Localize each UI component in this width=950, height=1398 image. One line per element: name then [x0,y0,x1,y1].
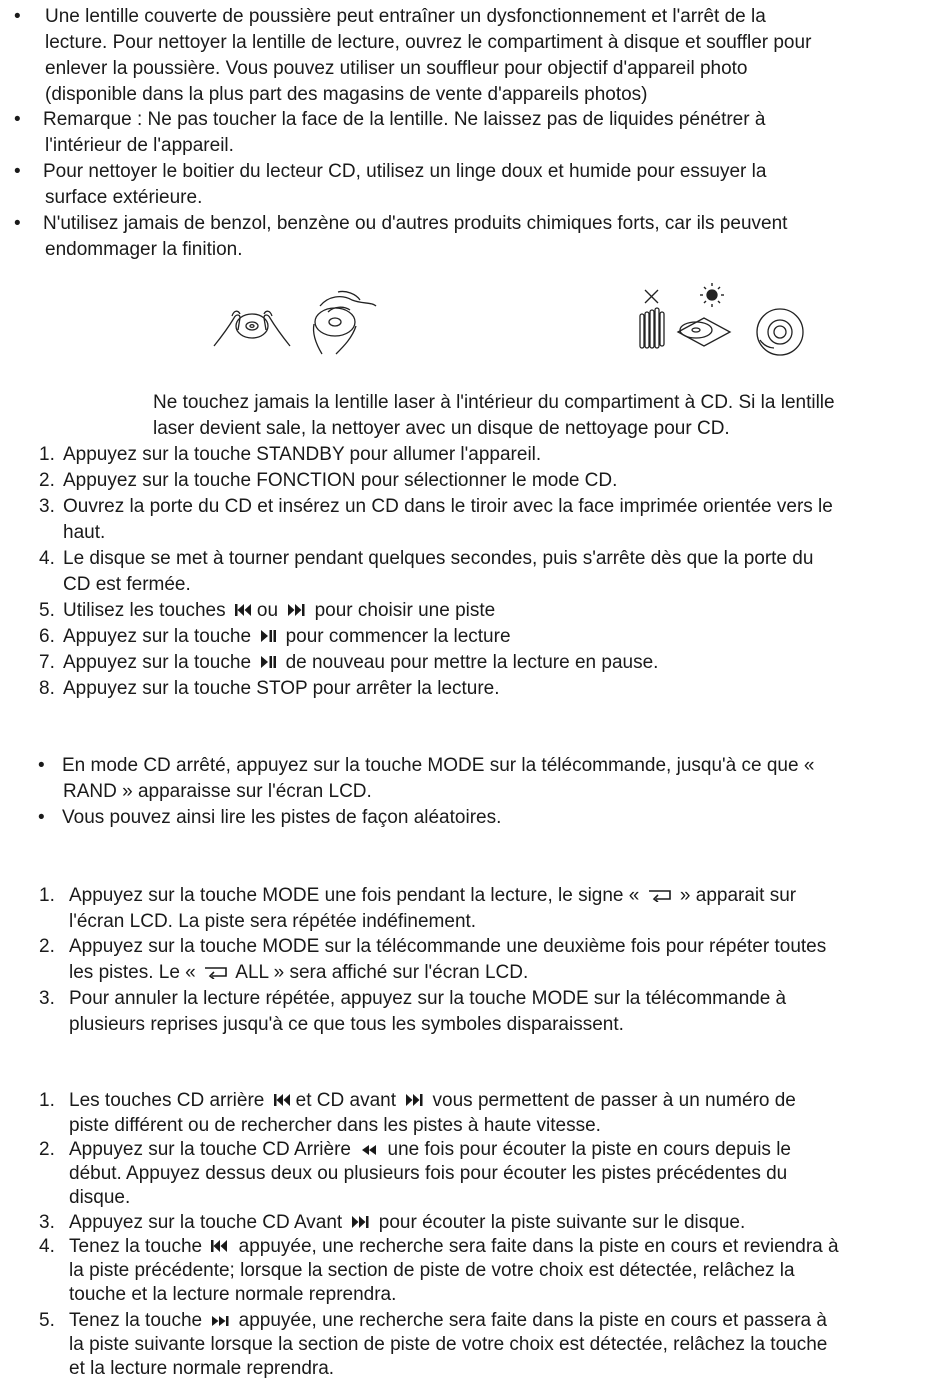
next-track-icon [350,1215,370,1229]
skip-step-5-line-3: et la lecture normale reprendra. [69,1358,335,1379]
skip-step-4-text-b: appuyée, une recherche sera faite dans la piste en cours et reviendra à [238,1236,839,1257]
repeat-step-2-line-2 [69,960,528,986]
random-bullet-1-line-1: En mode CD arrêté, appuyez sur la touche MODE sur la télécommande, jusqu'à ce que « [62,755,815,776]
repeat-icon [204,965,228,979]
play-step-6 [63,624,511,650]
skip-step-2-line-2: début. Appuyez dessus deux ou plusieurs fois pour écouter les pistes précédentes du [69,1163,788,1184]
play-step-1: Appuyez sur la touche STANDBY pour allumer l'appareil. [63,444,542,465]
step-number: 5. [39,600,55,621]
skip-step-4-line-1 [69,1234,839,1260]
play-step-2: Appuyez sur la touche FONCTION pour sélectionner le mode CD. [63,470,618,491]
play-step-4-line-1: Le disque se met à tourner pendant quelques secondes, puis s'arrête dès que la porte du [63,548,814,569]
prev-track-icon [273,1093,293,1107]
repeat-step-1-text-a: Appuyez sur la touche MODE une fois pendant la lecture, le signe « [69,885,640,906]
care-bullet-1-line-3: enlever la poussière. Vous pouvez utiliser un souffleur pour objectif d'appareil photo [45,58,748,79]
play-step-3-line-1: Ouvrez la porte du CD et insérez un CD dans le tiroir avec la face imprimée orientée vers le [63,496,833,517]
bullet-dot: • [14,6,21,27]
skip-step-1-line-2: piste différent ou de rechercher dans les pistes à haute vitesse. [69,1115,601,1136]
step-number: 1. [39,1090,55,1111]
skip-step-2-line-1 [69,1137,791,1163]
next-track-icon [286,603,306,617]
step-number: 6. [39,626,55,647]
skip-step-1-text-a: Les touches CD arrière [69,1090,265,1111]
prev-track-icon [234,603,254,617]
bullet-dot: • [38,807,45,828]
skip-step-1-text-b: et CD avant [295,1090,396,1111]
step-number: 2. [39,1139,55,1160]
random-bullet-2-line-1: Vous pouvez ainsi lire les pistes de façon aléatoires. [62,807,502,828]
repeat-step-1-line-1 [69,883,796,909]
skip-step-3-text-a: Appuyez sur la touche CD Avant [69,1212,343,1233]
play-step-7-text-b: de nouveau pour mettre la lecture en pause. [285,652,659,673]
repeat-step-2-text-b: ALL » sera affiché sur l'écran LCD. [235,962,529,983]
care-bullet-1-line-2: lecture. Pour nettoyer la lentille de lecture, ouvrez le compartiment à disque et souffler pour [45,32,812,53]
play-step-6-text-a: Appuyez sur la touche [63,626,252,647]
step-number: 4. [39,548,55,569]
step-number: 1. [39,444,55,465]
skip-step-2-text-a: Appuyez sur la touche CD Arrière [69,1139,351,1160]
skip-step-2-text-b: une fois pour écouter la piste en cours depuis le [387,1139,792,1160]
step-number: 2. [39,470,55,491]
repeat-step-2-line-1: Appuyez sur la touche MODE sur la télécommande une deuxième fois pour répéter toutes [69,936,827,957]
repeat-step-3-line-1: Pour annuler la lecture répétée, appuyez sur la touche MODE sur la télécommande à [69,988,787,1009]
skip-step-4-line-3: touche et la lecture normale reprendra. [69,1284,397,1305]
play-step-8: Appuyez sur la touche STOP pour arrêter la lecture. [63,678,500,699]
play-step-7 [63,650,658,676]
skip-step-5-text-b: appuyée, une recherche sera faite dans la piste en cours et passera à [238,1310,827,1331]
bullet-dot: • [14,213,21,234]
repeat-icon [648,888,672,902]
random-bullet-1-line-2: RAND » apparaisse sur l'écran LCD. [63,781,372,802]
step-number: 4. [39,1236,55,1257]
step-number: 7. [39,652,55,673]
prev-track-icon [210,1239,230,1253]
step-number: 3. [39,1212,55,1233]
play-step-4-line-2: CD est fermée. [63,574,191,595]
skip-step-5-text-a: Tenez la touche [69,1310,203,1331]
disc-handling-illustration [210,288,380,358]
rewind-icon [359,1144,379,1156]
repeat-step-1-line-2: l'écran LCD. La piste sera répétée indéfinement. [69,911,477,932]
next-track-icon [210,1315,230,1327]
step-number: 2. [39,936,55,957]
play-pause-icon [259,655,277,669]
care-bullet-3-line-2: surface extérieure. [45,187,203,208]
step-number: 3. [39,496,55,517]
repeat-step-3-line-2: plusieurs reprises jusqu'à ce que tous les symboles disparaissent. [69,1014,624,1035]
laser-note-line-1: Ne touchez jamais la lentille laser à l'intérieur du compartiment à CD. Si la lentille [153,392,835,413]
bullet-dot: • [14,161,21,182]
play-pause-icon [259,629,277,643]
step-number: 5. [39,1310,55,1331]
skip-step-3-text-b: pour écouter la piste suivante sur le disque. [378,1212,746,1233]
play-step-5 [63,598,495,624]
step-number: 1. [39,885,55,906]
skip-step-4-line-2: la piste précédente; lorsque la section de piste de votre choix est détectée, relâchez la [69,1260,795,1281]
skip-step-2-line-3: disque. [69,1187,131,1208]
skip-step-1-text-c: vous permettent de passer à un numéro de [432,1090,796,1111]
play-step-6-text-b: pour commencer la lecture [285,626,511,647]
disc-storage-illustration [632,282,812,356]
care-bullet-2-line-2: l'intérieur de l'appareil. [45,135,234,156]
skip-step-5-line-1 [69,1308,827,1334]
play-step-5-text-a: Utilisez les touches [63,600,226,621]
bullet-dot: • [38,755,45,776]
care-bullet-1-line-4: (disponible dans la plus part des magasins de vente d'appareils photos) [45,84,648,105]
care-bullet-3-line-1: Pour nettoyer le boitier du lecteur CD, utilisez un linge doux et humide pour essuyer la [43,161,767,182]
repeat-step-2-text-a: les pistes. Le « [69,962,196,983]
play-step-5-text-c: pour choisir une piste [314,600,496,621]
play-step-5-text-b: ou [256,600,279,621]
laser-note-line-2: laser devient sale, la nettoyer avec un disque de nettoyage pour CD. [153,418,730,439]
skip-step-5-line-2: la piste suivante lorsque la section de piste de votre choix est détectée, relâchez la touche [69,1334,828,1355]
care-bullet-1-line-1: Une lentille couverte de poussière peut entraîner un dysfonctionnement et l'arrêt de la [45,6,766,27]
step-number: 3. [39,988,55,1009]
repeat-step-1-text-b: » apparait sur [679,885,797,906]
play-step-3-line-2: haut. [63,522,106,543]
care-bullet-2-line-1: Remarque : Ne pas toucher la face de la lentille. Ne laissez pas de liquides pénétrer à [43,109,766,130]
next-track-icon [404,1093,424,1107]
skip-step-1-line-1 [69,1088,796,1114]
bullet-dot: • [14,109,21,130]
care-bullet-4-line-1: N'utilisez jamais de benzol, benzène ou d'autres produits chimiques forts, car ils peuvent [43,213,788,234]
step-number: 8. [39,678,55,699]
care-bullet-4-line-2: endommager la finition. [45,239,243,260]
play-step-7-text-a: Appuyez sur la touche [63,652,252,673]
skip-step-3-line-1 [69,1210,745,1236]
skip-step-4-text-a: Tenez la touche [69,1236,203,1257]
